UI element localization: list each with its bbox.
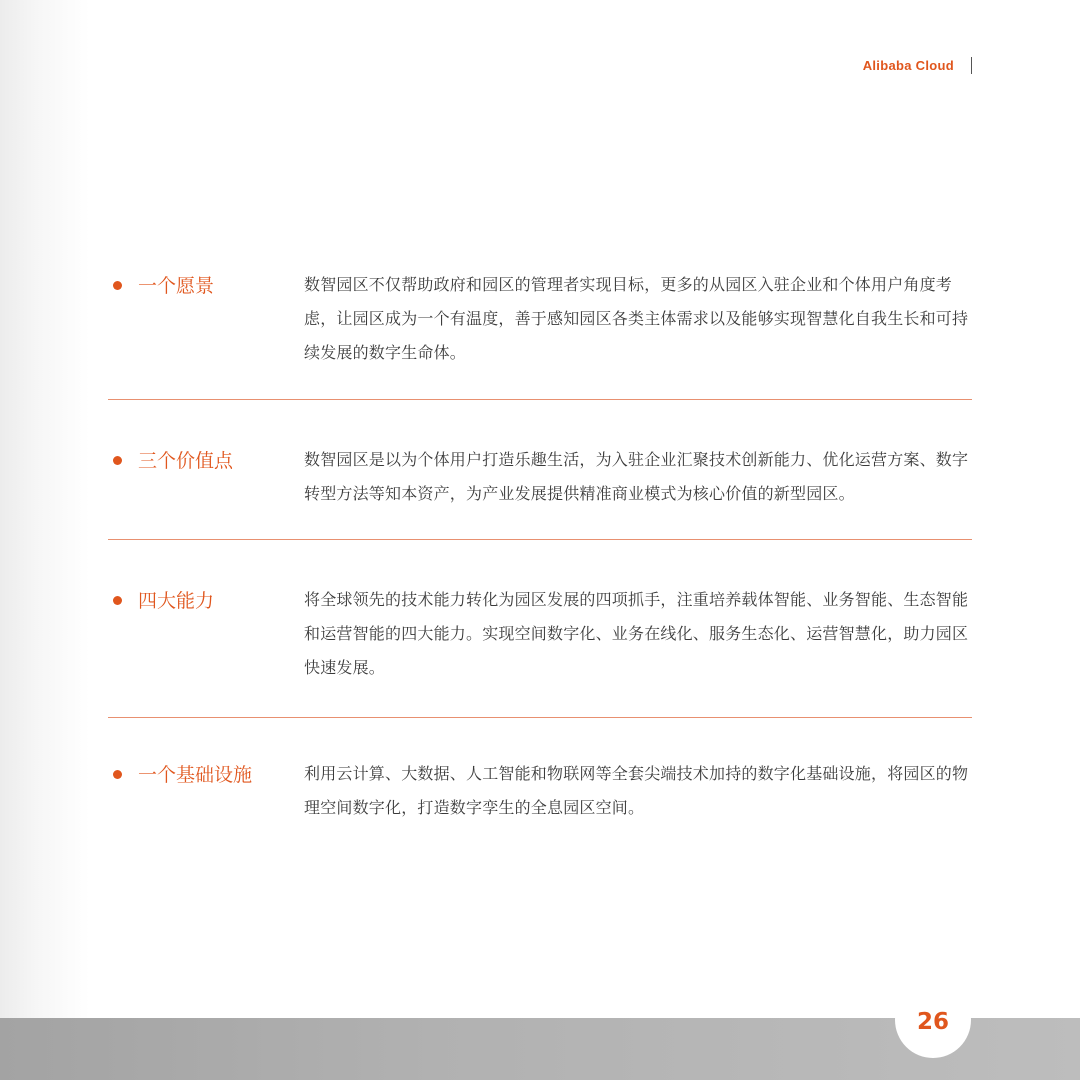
section-body: 利用云计算、大数据、人工智能和物联网等全套尖端技术加持的数字化基础设施，将园区的物理空间数字化，打造数字孪生的全息园区空间。: [304, 764, 969, 817]
brand-divider: [971, 57, 972, 74]
section-value-points: [108, 443, 972, 519]
section-heading: 三个价值点: [138, 450, 234, 472]
section-capabilities: [108, 583, 972, 693]
section-heading: 四大能力: [138, 590, 215, 612]
page-number: 26: [916, 1009, 949, 1035]
section-body: 将全球领先的技术能力转化为园区发展的四项抓手，注重培养载体智能、业务智能、生态智能和运营智能的四大能力。实现空间数字化、业务在线化、服务生态化、运营智慧化，助力园区快速发展。: [304, 590, 969, 677]
section-vision: [108, 268, 972, 378]
section-divider: [108, 399, 972, 400]
section-heading: 一个基础设施: [138, 764, 253, 786]
bullet-dot-icon: [113, 596, 122, 605]
section-divider: [108, 539, 972, 540]
bullet-dot-icon: [113, 456, 122, 465]
bullet-dot-icon: [113, 770, 122, 779]
section-body: 数智园区不仅帮助政府和园区的管理者实现目标，更多的从园区入驻企业和个体用户角度考虑，让园区成为一个有温度，善于感知园区各类主体需求以及能够实现智慧化自我生长和可持续发展的数字生命体。: [304, 275, 969, 362]
section-heading: 一个愿景: [138, 275, 215, 297]
bullet-dot-icon: [113, 281, 122, 290]
section-body: 数智园区是以为个体用户打造乐趣生活，为入驻企业汇聚技术创新能力、优化运营方案、数字转型方法等知本资产，为产业发展提供精准商业模式为核心价值的新型园区。: [304, 450, 969, 503]
section-divider: [108, 717, 972, 718]
section-infrastructure: [108, 757, 972, 833]
brand-label: Alibaba Cloud: [862, 58, 954, 73]
